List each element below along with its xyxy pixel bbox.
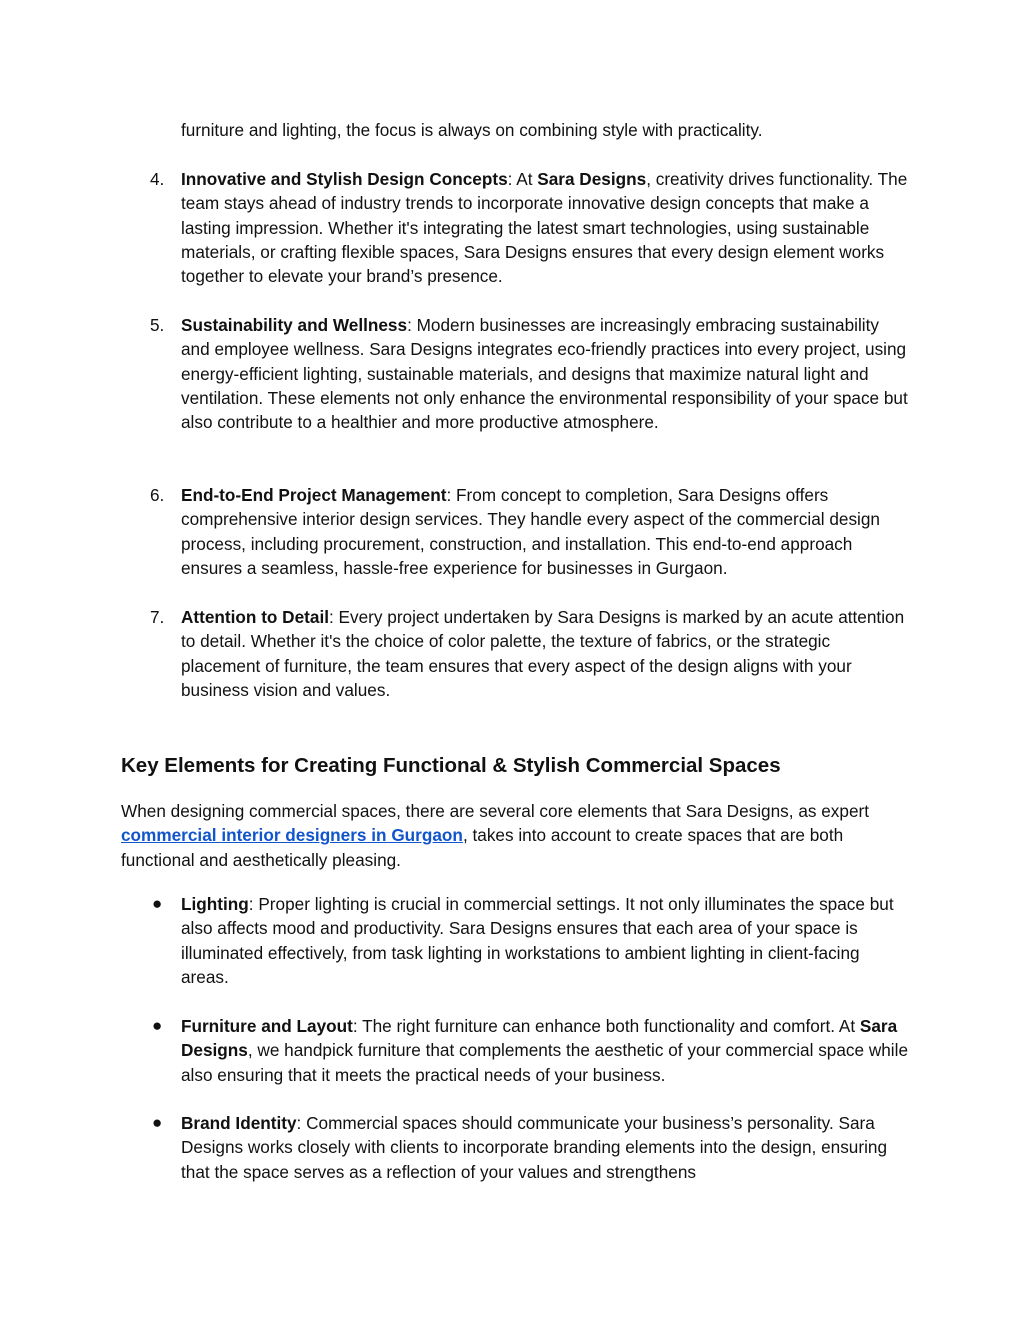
section-heading: Key Elements for Creating Functional & Stylish Commercial Spaces (121, 754, 781, 777)
continued-paragraph: furniture and lighting, the focus is always on combining style with practicality. (181, 120, 763, 140)
bullet-item-furniture (181, 1014, 911, 1087)
list-item-text: : Every project undertaken by Sara Designs is marked by an acute attention to detail. Whether it's the choice of color palette, the texture of fabrics, or the strategic placement of furniture, the team ensures that every aspect of the design aligns with your business vision and values. (181, 607, 905, 701)
bullet-title: Brand Identity (181, 1113, 297, 1133)
list-item-sep: : At (507, 169, 538, 189)
list-item-title: Attention to Detail (181, 607, 329, 627)
list-item-title: Innovative and Stylish Design Concepts (181, 169, 508, 189)
brand-name: Sara Designs (181, 1016, 898, 1061)
list-marker-7: 7. (150, 607, 165, 627)
bullet-text: : The right furniture can enhance both functionality and comfort. At (352, 1016, 860, 1036)
list-item-project-management (181, 483, 911, 580)
list-item-design-concepts (181, 167, 911, 289)
bullet-marker: ● (152, 1113, 163, 1132)
list-item-sustainability (181, 313, 911, 435)
bullet-title: Lighting (181, 894, 249, 914)
bullet-item-lighting (181, 892, 911, 989)
bullet-text-end: , we handpick furniture that complements the aesthetic of your commercial space while also ensuring that it meets the practical needs of your business. (181, 1040, 908, 1085)
list-item-text: : Modern businesses are increasingly embracing sustainability and employee wellness. Sara Designs integrates eco-friendly practices into every project, using energy-efficient lighting, sustainable materials, and designs that maximize natural light and ventilation. These elements not only enhance the environmental responsibility of your space but also contribute to a healthier and more productive atmosphere. (181, 315, 908, 433)
section-intro-paragraph (121, 799, 911, 872)
bullet-text: : Proper lighting is crucial in commercial settings. It not only illuminates the space but also affects mood and productivity. Sara Designs ensures that each area of your space is illuminated effectively, from task lighting in workstations to ambient lighting in client-facing areas. (181, 894, 894, 988)
commercial-designers-link[interactable]: commercial interior designers in Gurgaon (121, 825, 463, 846)
bullet-marker: ● (152, 1016, 163, 1035)
list-item-title: Sustainability and Wellness (181, 315, 408, 335)
bullet-title: Furniture and Layout (181, 1016, 353, 1036)
bullet-text: : Commercial spaces should communicate your business’s personality. Sara Designs works closely with clients to incorporate branding elements into the design, ensuring that the space serves as a reflection of your values and strengthens (181, 1113, 888, 1182)
bullet-item-brand-identity (181, 1111, 911, 1184)
list-item-attention-detail (181, 605, 911, 702)
brand-name: Sara Designs (537, 169, 647, 189)
list-marker-5: 5. (150, 315, 165, 335)
intro-text-end: , takes into account to create spaces that are both functional and aesthetically pleasing. (121, 825, 844, 870)
intro-text: When designing commercial spaces, there are several core elements that Sara Designs, as expert (121, 801, 870, 821)
list-marker-6: 6. (150, 485, 165, 505)
list-marker-4: 4. (150, 169, 165, 189)
list-item-text: : From concept to completion, Sara Designs offers comprehensive interior design services. They handle every aspect of the commercial design process, including procurement, construction, and installation. This end-to-end approach ensures a seamless, hassle-free experience for businesses in Gurgaon. (181, 485, 880, 579)
list-item-title: End-to-End Project Management (181, 485, 447, 505)
list-item-text: , creativity drives functionality. The team stays ahead of industry trends to incorporate innovative design concepts that make a lasting impression. Whether it's integrating the latest smart technologies, using sustainable materials, or crafting flexible spaces, Sara Designs ensures that every design element works together to elevate your brand’s presence. (181, 169, 908, 287)
bullet-marker: ● (152, 894, 163, 913)
